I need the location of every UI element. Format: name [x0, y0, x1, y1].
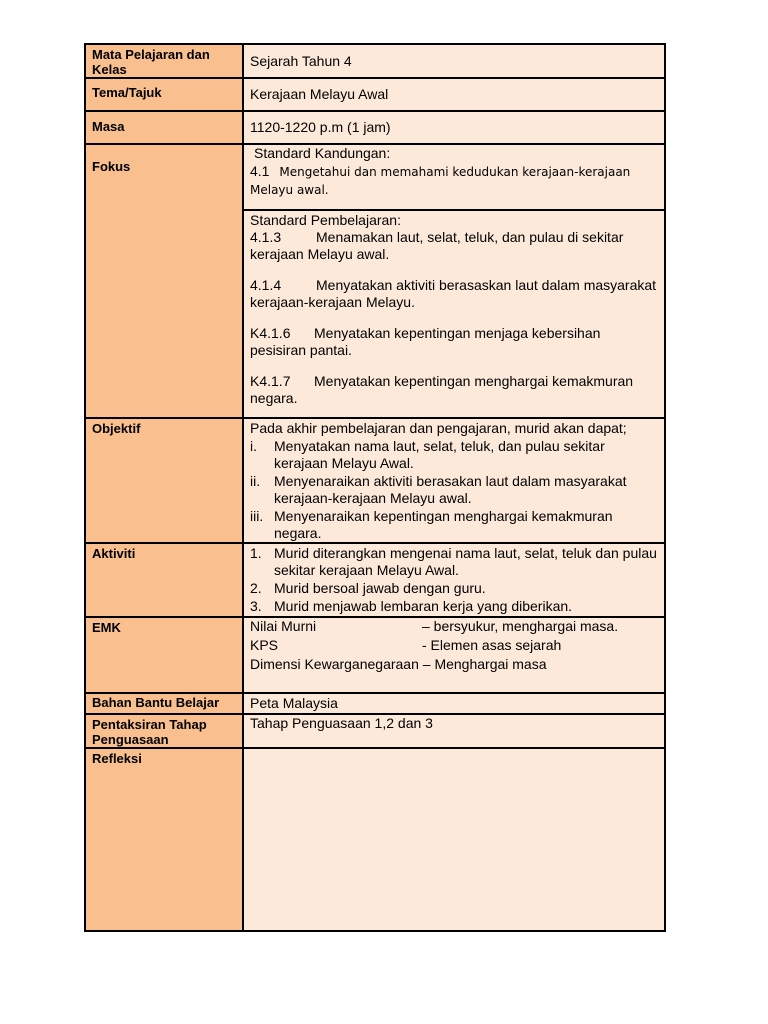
row-reflection — [85, 748, 665, 931]
list-item — [250, 598, 658, 615]
row-assessment — [85, 714, 665, 748]
value-assessment: Tahap Penguasaan 1,2 dan 3 — [243, 714, 665, 748]
list-text: Menyenaraikan aktiviti berasakan laut dalam masyarakat kerajaan-kerajaan Melayu awal. — [274, 473, 627, 506]
value-materials: Peta Malaysia — [243, 693, 665, 714]
learning-standard-code: K4.1.7 — [250, 373, 291, 389]
list-item — [250, 473, 658, 507]
content-standard-code: 4.1 — [250, 163, 270, 179]
value-activity — [243, 543, 665, 617]
focus-learning-standard — [243, 210, 665, 418]
emk-kps-value: - Elemen asas sejarah — [422, 637, 562, 653]
label-subject: Mata Pelajaran dan Kelas — [85, 44, 243, 78]
list-text: Menyatakan nama laut, selat, teluk, dan pulau sekitar kerajaan Melayu Awal. — [274, 438, 605, 471]
emk-nilai-value: – bersyukur, menghargai masa. — [422, 618, 619, 634]
learning-standard-2 — [250, 277, 658, 311]
learning-standard-1 — [250, 229, 658, 263]
content-standard-text: Mengetahui dan memahami kedudukan kerajaan-kerajaan Melayu awal. — [250, 165, 631, 197]
list-text: Murid menjawab lembaran kerja yang diberikan. — [274, 598, 573, 614]
list-number: 3. — [250, 598, 262, 614]
list-item — [250, 580, 658, 597]
list-number: i. — [250, 438, 257, 454]
value-subject: Sejarah Tahun 4 — [243, 44, 665, 78]
content-standard-title: Standard Kandungan: — [254, 145, 391, 161]
learning-standard-text: Menamakan laut, selat, teluk, dan pulau di sekitar kerajaan Melayu awal. — [250, 229, 624, 262]
row-time — [85, 111, 665, 144]
emk-dimensi: Dimensi Kewarganegaraan – Menghargai masa — [250, 656, 547, 672]
list-number: ii. — [250, 473, 261, 489]
list-text: Menyenaraikan kepentingan menghargai kemakmuran negara. — [274, 508, 613, 541]
label-reflection: Refleksi — [85, 748, 243, 931]
label-materials: Bahan Bantu Belajar — [85, 693, 243, 714]
list-text: Murid diterangkan mengenai nama laut, selat, teluk dan pulau sekitar kerajaan Melayu Awal. — [274, 545, 657, 578]
learning-standard-text: Menyatakan kepentingan menghargai kemakmuran negara. — [250, 373, 634, 406]
row-emk — [85, 617, 665, 693]
row-theme — [85, 78, 665, 111]
list-item — [250, 438, 658, 472]
value-reflection — [243, 748, 665, 931]
label-emk: EMK — [85, 617, 243, 693]
learning-standard-3 — [250, 325, 658, 359]
label-activity: Aktiviti — [85, 543, 243, 617]
label-objective: Objektif — [85, 418, 243, 543]
value-time: 1120-1220 p.m (1 jam) — [243, 111, 665, 144]
emk-kps-key: KPS — [250, 637, 279, 653]
list-text: Murid bersoal jawab dengan guru. — [274, 580, 486, 596]
learning-standard-code: 4.1.4 — [250, 277, 282, 293]
label-time: Masa — [85, 111, 243, 144]
label-theme: Tema/Tajuk — [85, 78, 243, 111]
focus-content-standard — [243, 144, 665, 210]
lesson-plan-table — [84, 43, 666, 932]
row-focus-content — [85, 144, 665, 210]
label-assessment: Pentaksiran Tahap Penguasaan — [85, 714, 243, 748]
row-activity — [85, 543, 665, 617]
learning-standard-code: 4.1.3 — [250, 229, 282, 245]
list-number: 1. — [250, 545, 262, 561]
row-subject — [85, 44, 665, 78]
list-number: 2. — [250, 580, 262, 596]
list-item — [250, 508, 658, 542]
learning-standard-4 — [250, 373, 658, 407]
row-objective — [85, 418, 665, 543]
list-item — [250, 545, 658, 579]
learning-standard-title: Standard Pembelajaran: — [250, 212, 401, 228]
objective-intro: Pada akhir pembelajaran dan pengajaran, murid akan dapat; — [250, 420, 627, 436]
value-theme: Kerajaan Melayu Awal — [243, 78, 665, 111]
learning-standard-text: Menyatakan aktiviti berasaskan laut dalam masyarakat kerajaan-kerajaan Melayu. — [250, 277, 657, 310]
emk-nilai-key: Nilai Murni — [250, 618, 317, 634]
list-number: iii. — [250, 508, 264, 524]
row-materials — [85, 693, 665, 714]
value-emk — [243, 617, 665, 693]
learning-standard-text: Menyatakan kepentingan menjaga kebersihan pesisiran pantai. — [250, 325, 601, 358]
value-objective — [243, 418, 665, 543]
label-focus: Fokus — [85, 144, 243, 418]
learning-standard-code: K4.1.6 — [250, 325, 291, 341]
